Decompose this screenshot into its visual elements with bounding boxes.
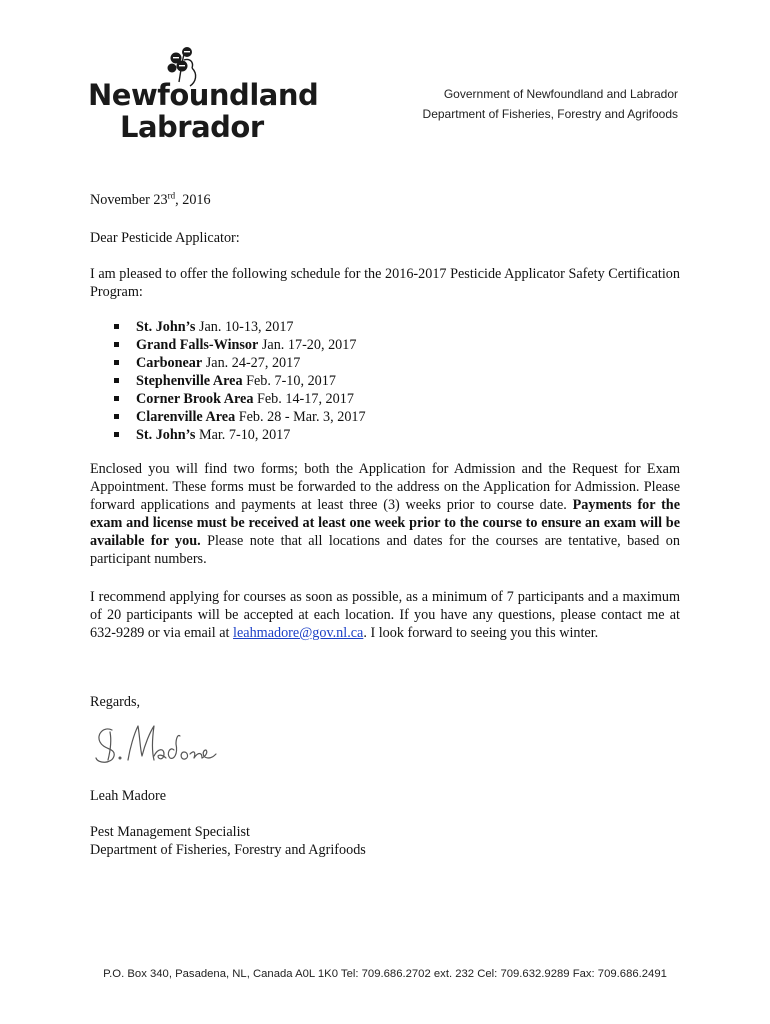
- schedule-item: [90, 354, 366, 372]
- footer-contact-info: P.O. Box 340, Pasadena, NL, Canada A0L 1K0 Tel: 709.686.2702 ext. 232 Cel: 709.632.9289 Fax: 709.686.2491: [103, 968, 667, 980]
- signer-title: Pest Management Specialist: [90, 824, 250, 840]
- date-year: , 2016: [175, 192, 211, 208]
- intro-paragraph: I am pleased to offer the following schedule for the 2016-2017 Pesticide Applicator Safety Certification Program:: [90, 266, 680, 300]
- course-schedule-list: [90, 318, 366, 444]
- letterhead: [423, 84, 678, 124]
- government-name: Government of Newfoundland and Labrador: [443, 87, 678, 101]
- schedule-dates: Jan. 10-13, 2017: [198, 319, 294, 335]
- schedule-dates: Jan. 24-27, 2017: [205, 355, 301, 371]
- signer-name: Leah Madore: [90, 788, 167, 804]
- schedule-dates: Feb. 14-17, 2017: [256, 391, 354, 407]
- signer-department: Department of Fisheries, Forestry and Agrifoods: [90, 842, 366, 858]
- schedule-location: Stephenville Area: [136, 373, 243, 389]
- forms-text-2: Please note that all locations and dates for the courses are tentative, based on participant numbers.: [90, 533, 680, 567]
- schedule-item: [90, 408, 366, 426]
- square-bullet-icon: [114, 396, 119, 401]
- forms-text-1: Enclosed you will find two forms; both the Application for Admission and the Request for Exam Appointment. These forms must be forwarded to the address on the Application for Admission. Please forward applications and payments at least three (3) weeks prior to course date.: [90, 461, 680, 513]
- date-ordinal-suffix: rd: [167, 190, 176, 201]
- handwritten-signature: [90, 712, 220, 772]
- salutation: Dear Pesticide Applicator:: [90, 230, 240, 246]
- schedule-item: [90, 318, 366, 336]
- logo-wordmark-labrador: Labrador: [120, 110, 264, 144]
- square-bullet-icon: [114, 342, 119, 347]
- schedule-location: Clarenville Area: [136, 409, 236, 425]
- square-bullet-icon: [114, 432, 119, 437]
- closing: Regards,: [90, 694, 141, 710]
- schedule-item: [90, 426, 366, 444]
- payment-deadline-notice: Payments for the exam and license must be received at least one week prior to the course to ensure an exam will be available for you.: [90, 497, 680, 549]
- schedule-location: Corner Brook Area: [136, 391, 254, 407]
- recommend-text-1: I recommend applying for courses as soon as possible, as a minimum of 7 participants and a maximum of 20 participants will be accepted at each location. If you have any questions, please contact me at 632-9289 or via email at: [90, 589, 680, 641]
- forms-paragraph: [90, 460, 680, 568]
- square-bullet-icon: [114, 324, 119, 329]
- schedule-item: [90, 372, 366, 390]
- recommend-paragraph: [90, 588, 680, 642]
- schedule-location: Grand Falls-Winsor: [136, 337, 259, 353]
- schedule-item: [90, 390, 366, 408]
- schedule-dates: Jan. 17-20, 2017: [261, 337, 357, 353]
- square-bullet-icon: [114, 378, 119, 383]
- recommend-text-2: . I look forward to seeing you this winter.: [363, 625, 599, 641]
- schedule-dates: Feb. 28 - Mar. 3, 2017: [238, 409, 366, 425]
- department-name: Department of Fisheries, Forestry and Agrifoods: [422, 107, 678, 121]
- square-bullet-icon: [114, 414, 119, 419]
- email-link[interactable]: leahmadore@gov.nl.ca: [233, 625, 364, 641]
- letter-date: [90, 191, 680, 209]
- schedule-item: [90, 336, 366, 354]
- schedule-location: St. John’s: [136, 319, 196, 335]
- schedule-dates: Feb. 7-10, 2017: [246, 373, 336, 389]
- schedule-location: St. John’s: [136, 427, 196, 443]
- date-month-day: November 23: [90, 192, 168, 208]
- government-logo: [86, 46, 319, 146]
- logo-wordmark-newfoundland: Newfoundland: [88, 78, 319, 112]
- schedule-dates: Mar. 7-10, 2017: [198, 427, 291, 443]
- schedule-location: Carbonear: [136, 355, 203, 371]
- square-bullet-icon: [114, 360, 119, 365]
